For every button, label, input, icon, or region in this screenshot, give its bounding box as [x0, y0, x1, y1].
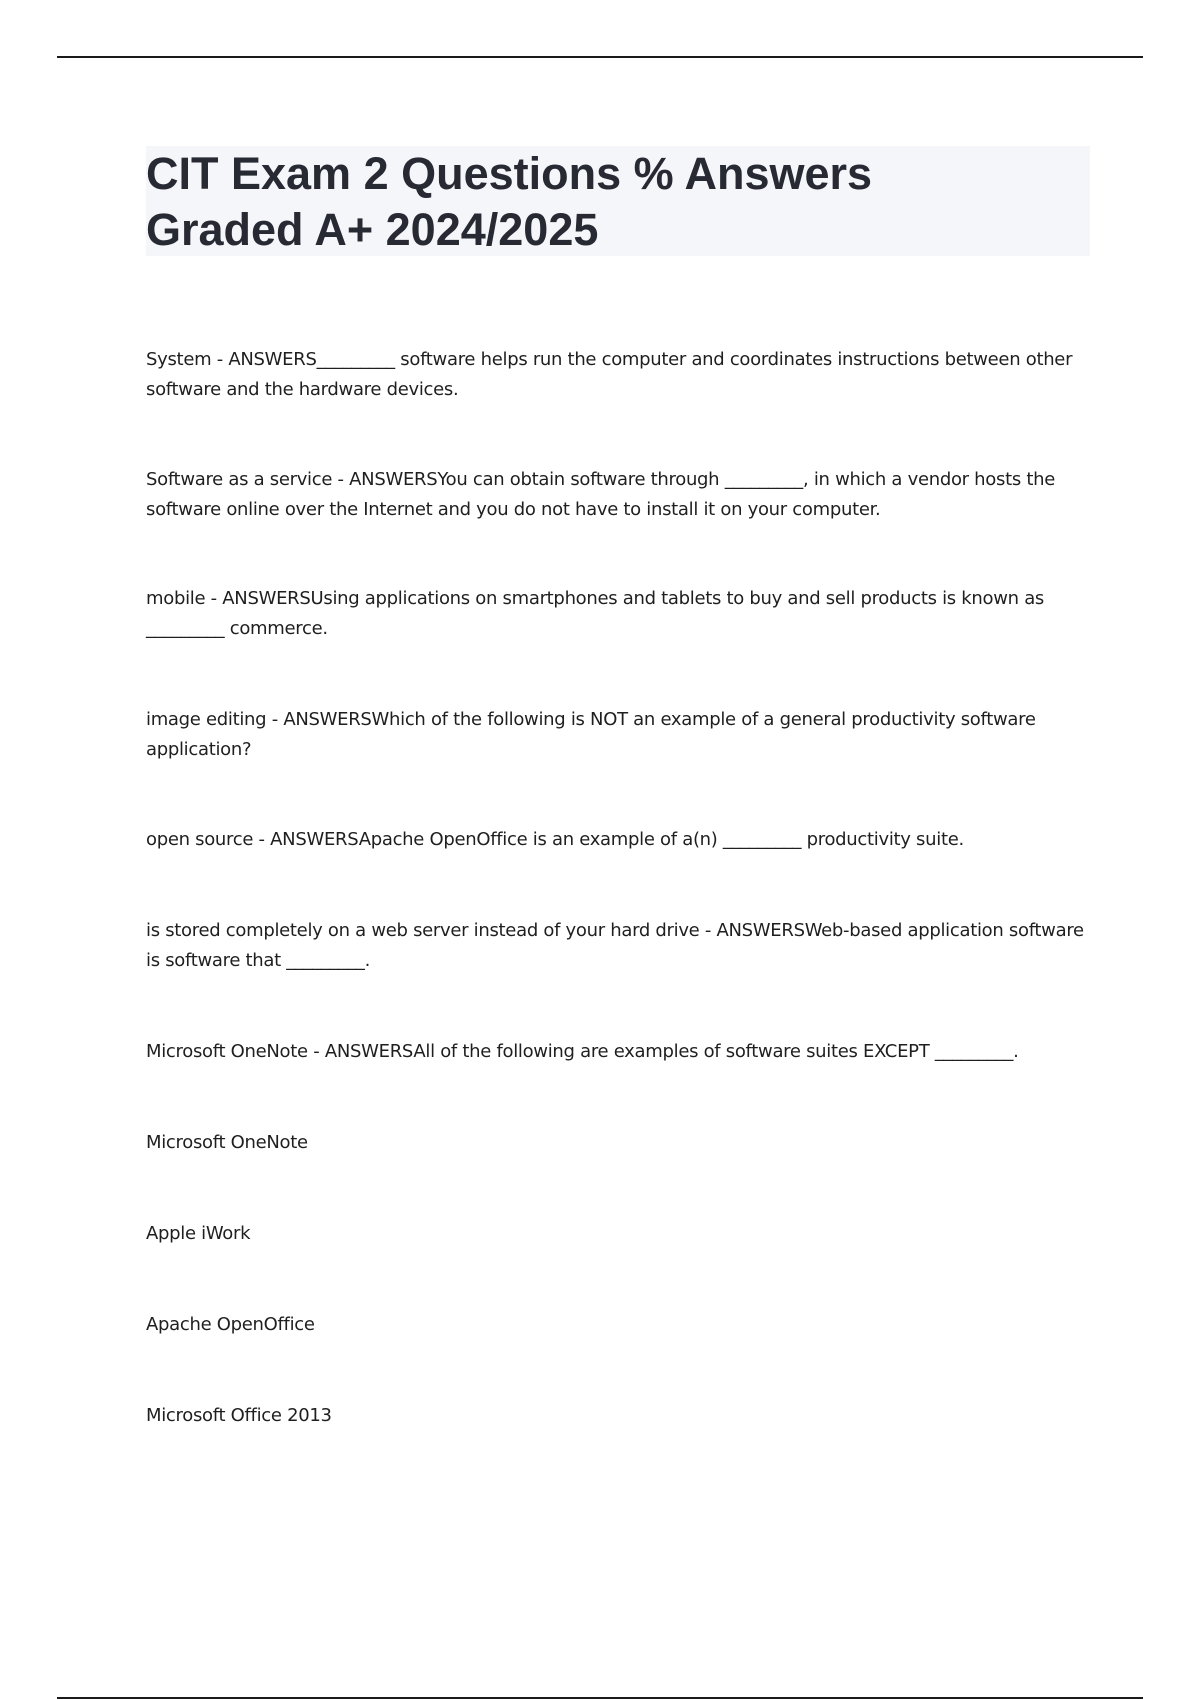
option-apache-openoffice: Apache OpenOffice [146, 1314, 315, 1335]
top-rule [57, 56, 1143, 58]
title-banner [146, 146, 1090, 256]
bottom-rule [57, 1697, 1143, 1699]
qa-entry-image-editing: image editing - ANSWERSWhich of the following is NOT an example of a general productivity software application? [146, 709, 1036, 760]
qa-entry-system: System - ANSWERS_________ software helps run the computer and coordinates instructions between other software and the hardware devices. [146, 349, 1073, 400]
title-line-2: Graded A+ 2024/2025 [146, 204, 599, 255]
title-line-1: CIT Exam 2 Questions % Answers [146, 148, 873, 199]
qa-entry-open-source: open source - ANSWERSApache OpenOffice is an example of a(n) _________ productivity suite. [146, 829, 964, 850]
option-microsoft-onenote: Microsoft OneNote [146, 1132, 308, 1153]
qa-entry-web-based: is stored completely on a web server instead of your hard drive - ANSWERSWeb-based application software is software that _________. [146, 920, 1084, 971]
qa-entry-mobile: mobile - ANSWERSUsing applications on smartphones and tablets to buy and sell products is known as _________ commerce. [146, 588, 1044, 639]
qa-entry-saas: Software as a service - ANSWERSYou can obtain software through _________, in which a vendor hosts the software online over the Internet and you do not have to install it on your computer. [146, 469, 1055, 520]
document-title [146, 146, 1090, 258]
qa-entry-onenote: Microsoft OneNote - ANSWERSAll of the following are examples of software suites EXCEPT _________. [146, 1041, 1019, 1062]
option-apple-iwork: Apple iWork [146, 1223, 251, 1244]
option-microsoft-office-2013: Microsoft Office 2013 [146, 1405, 332, 1426]
